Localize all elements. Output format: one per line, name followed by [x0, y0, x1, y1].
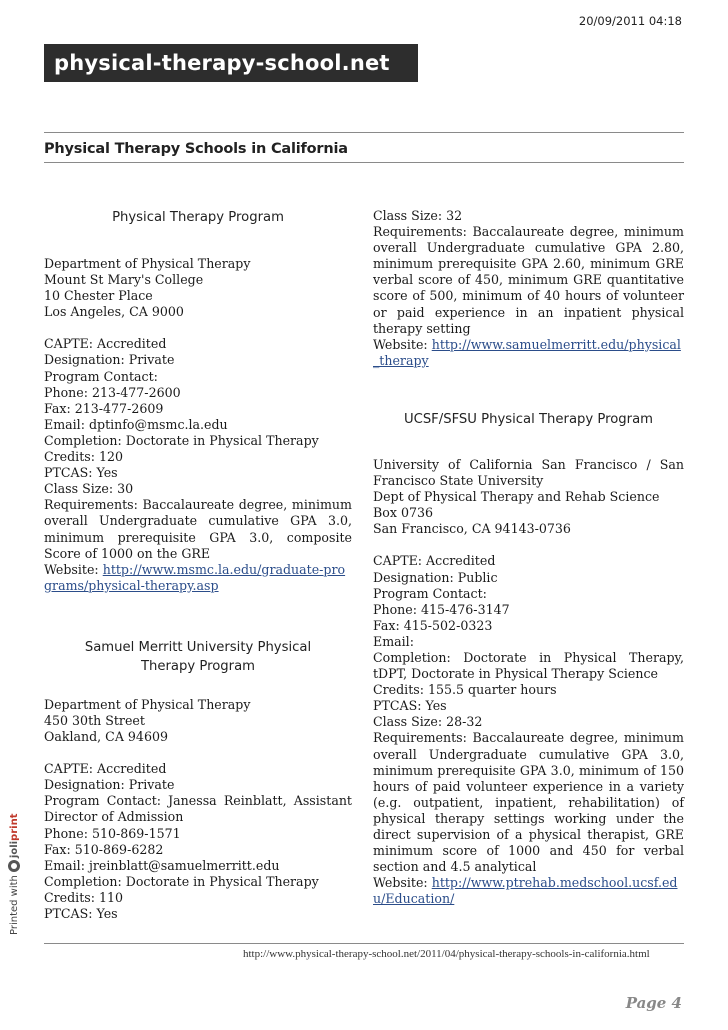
msmc-address-line: Department of Physical Therapy: [44, 256, 251, 271]
msmc-detail: PTCAS: Yes: [44, 465, 118, 481]
msmc-address-line: Los Angeles, CA 9000: [44, 304, 184, 320]
ucsf-detail: Credits: 155.5 quarter hours: [373, 682, 557, 698]
smu-detail: Completion: Doctorate in Physical Therapy: [44, 873, 319, 889]
page-title: Physical Therapy Schools in California: [44, 141, 348, 157]
right-column: [373, 208, 684, 907]
page-number: Page 4: [625, 994, 682, 1012]
ucsf-detail: Phone: 415-476-3147: [373, 601, 510, 617]
program-heading-samuel-merritt: Samuel Merritt University Physical: [84, 639, 312, 655]
smu-detail: PTCAS: Yes: [44, 906, 118, 921]
smu-address-line: 450 30th Street: [44, 712, 145, 728]
msmc-address-line: Mount St Mary's College: [44, 272, 204, 288]
website-label: Website:: [373, 875, 428, 891]
title-rule-top: [44, 132, 684, 133]
printed-with-label: Printed with: [8, 875, 20, 935]
ucsf-detail: Fax: 415-502-0323: [373, 617, 493, 633]
smu-website: [373, 337, 684, 369]
ucsf-detail: CAPTE: Accredited: [373, 553, 496, 569]
msmc-detail: Designation: Private: [44, 352, 175, 368]
printed-with-credit: [8, 814, 20, 935]
print-timestamp: 20/09/2011 04:18: [578, 14, 682, 28]
ucsf-detail: Program Contact:: [373, 585, 487, 601]
title-rule-bottom: [44, 162, 684, 163]
smu-detail: CAPTE: Accredited: [44, 761, 167, 777]
ucsf-website-link[interactable]: http://www.ptrehab.medschool.ucsf.edu/Education/: [373, 875, 678, 907]
msmc-requirements: Requirements: Baccalaureate degree, minimum overall Undergraduate cumulative GPA 3.0, minimum prerequisite GPA 3.0, composite Score of 1000 on the GRE: [44, 497, 352, 561]
joliprint-logo-part1: joli: [8, 840, 20, 859]
smu-detail: Designation: Private: [44, 777, 175, 793]
msmc-detail: Program Contact:: [44, 368, 158, 384]
smu-address-line: Department of Physical Therapy: [44, 696, 251, 712]
ucsf-detail: PTCAS: Yes: [373, 698, 447, 714]
msmc-detail: Phone: 213-477-2600: [44, 384, 181, 400]
msmc-detail: Credits: 120: [44, 449, 124, 465]
ucsf-institution: University of California San Francisco / San Francisco State University: [373, 456, 684, 489]
joliprint-logo: [8, 814, 20, 873]
program-heading-ucsf: UCSF/SFSU Physical Therapy Program: [403, 411, 654, 427]
ucsf-detail: Email:: [373, 633, 414, 649]
smu-requirements: Requirements: Baccalaureate degree, minimum overall Undergraduate cumulative GPA 2.80, minimum prerequisite GPA 2.60, minimum GRE verbal score of 450, minimum GRE quantitative score of 500, minimum of 40 hours of volunteer or paid experience in an inpatient physical therapy setting: [373, 224, 684, 336]
left-column: [44, 207, 352, 922]
ucsf-requirements: Requirements: Baccalaureate degree, minimum overall Undergraduate cumulative GPA 3.0, minimum prerequisite GPA 3.0, minimum of 150 hours of paid volunteer experience in a variety (e.g. outpatient, inpatient, rehabilitation) of physical therapy settings working under the direct supervision of a physical therapist, GRE minimum score of 1000 and 450 for verbal section and 4.5 analytical: [373, 730, 684, 875]
program-heading-samuel-merritt-line2: Therapy Program: [140, 658, 256, 674]
ucsf-detail: Class Size: 28-32: [373, 714, 483, 730]
msmc-website: [44, 562, 352, 594]
website-label: Website:: [44, 561, 99, 577]
smu-detail: Phone: 510-869-1571: [44, 825, 181, 841]
ucsf-address-line: San Francisco, CA 94143-0736: [373, 521, 571, 537]
footer-rule: [44, 943, 684, 944]
ucsf-detail: Designation: Public: [373, 569, 498, 585]
joliprint-logo-icon: [8, 860, 20, 872]
msmc-address-line: 10 Chester Place: [44, 288, 153, 304]
smu-contact: Program Contact: Janessa Reinblatt, Assistant Director of Admission: [44, 793, 352, 825]
msmc-detail: Fax: 213-477-2609: [44, 400, 164, 416]
smu-website-link[interactable]: http://www.samuelmerritt.edu/physical_therapy: [373, 336, 681, 368]
msmc-detail: Email: dptinfo@msmc.la.edu: [44, 416, 228, 432]
ucsf-completion: Completion: Doctorate in Physical Therapy, tDPT, Doctorate in Physical Therapy Science: [373, 649, 684, 682]
ucsf-address-line: Box 0736: [373, 505, 433, 521]
website-label: Website:: [373, 336, 428, 352]
smu-detail: Credits: 110: [44, 889, 124, 905]
program-heading-msmc: Physical Therapy Program: [112, 210, 284, 225]
joliprint-logo-part2: print: [8, 813, 20, 841]
ucsf-address-line: Dept of Physical Therapy and Rehab Science: [373, 489, 660, 505]
smu-address-line: Oakland, CA 94609: [44, 729, 168, 745]
msmc-website-link[interactable]: http://www.msmc.la.edu/graduate-programs/physical-therapy.asp: [44, 561, 346, 593]
ucsf-website: [373, 875, 684, 907]
footer-url: http://www.physical-therapy-school.net/2011/04/physical-therapy-schools-in-california.html: [243, 948, 650, 960]
smu-detail: Email: jreinblatt@samuelmerritt.edu: [44, 857, 280, 873]
site-banner: physical-therapy-school.net: [44, 44, 418, 82]
msmc-detail: CAPTE: Accredited: [44, 336, 167, 352]
msmc-detail: Completion: Doctorate in Physical Therapy: [44, 432, 319, 448]
smu-detail: Fax: 510-869-6282: [44, 841, 164, 857]
smu-class-size: Class Size: 32: [373, 208, 463, 223]
msmc-detail: Class Size: 30: [44, 481, 134, 497]
